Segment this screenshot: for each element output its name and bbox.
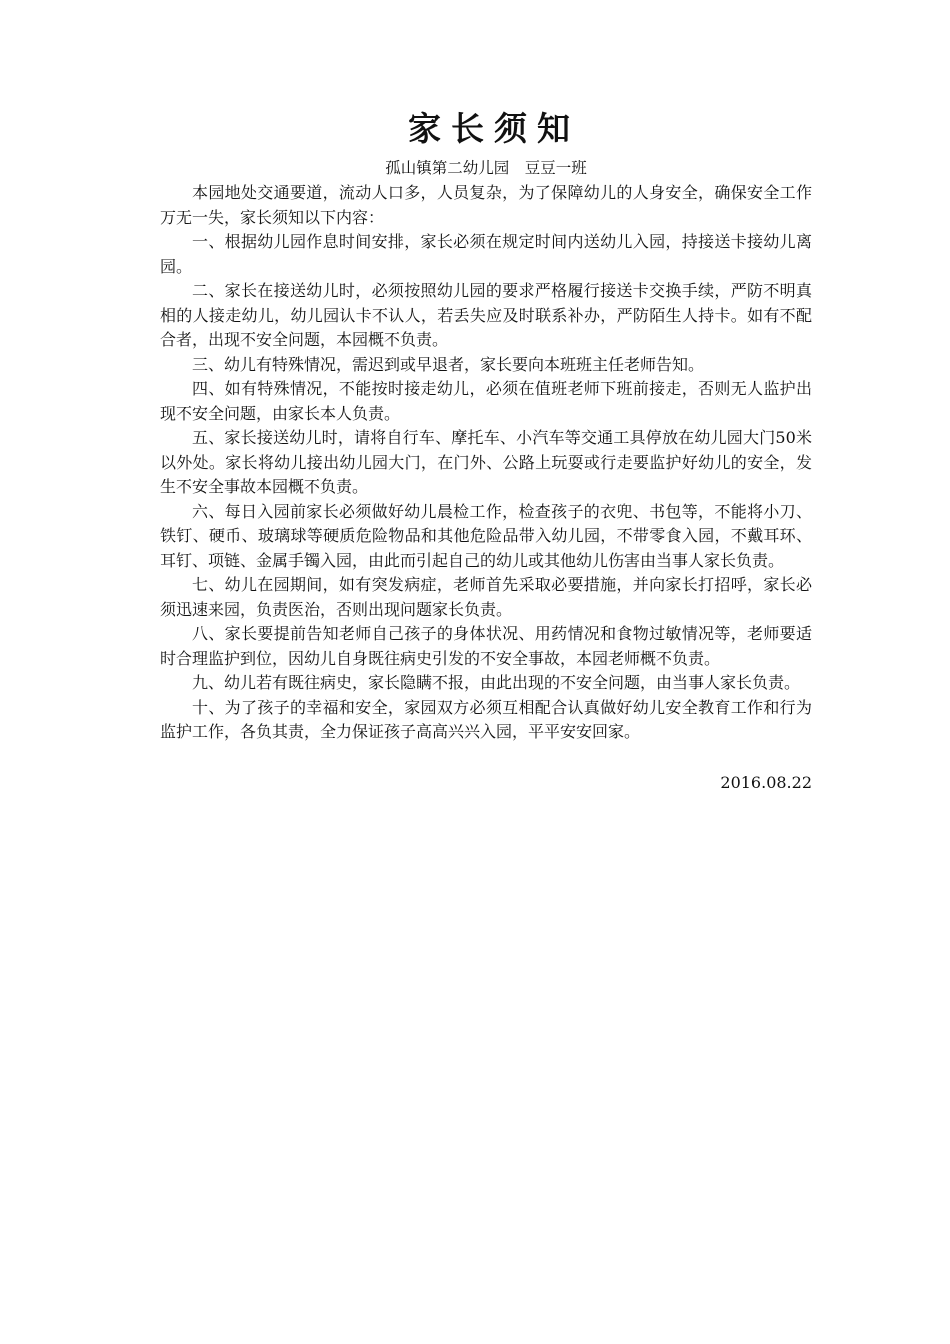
- rule-paragraph-1: 一、根据幼儿园作息时间安排，家长必须在规定时间内送幼儿入园，持接送卡接幼儿离园。: [160, 232, 812, 276]
- rule-paragraph-3: 三、幼儿有特殊情况，需迟到或早退者，家长要向本班班主任老师告知。: [192, 354, 705, 374]
- document-subtitle: 孤山镇第二幼儿园 豆豆一班: [385, 159, 587, 177]
- rule-paragraph-5: 五、家长接送幼儿时，请将自行车、摩托车、小汽车等交通工具停放在幼儿园大门50米以外处。家长将幼儿接出幼儿园大门，在门外、公路上玩耍或行走要监护好幼儿的安全，发生不安全事故本园概不负责。: [160, 428, 812, 496]
- document-page: [160, 105, 812, 795]
- intro-paragraph: 本园地处交通要道，流动人口多，人员复杂，为了保障幼儿的人身安全，确保安全工作万无一失，家长须知以下内容：: [160, 183, 812, 227]
- document-title: 家长须知: [408, 109, 580, 148]
- rule-paragraph-9: 九、幼儿若有既往病史，家长隐瞒不报，由此出现的不安全问题，由当事人家长负责。: [192, 673, 801, 692]
- rule-paragraph-6: 六、每日入园前家长必须做好幼儿晨检工作，检查孩子的衣兜、书包等，不能将小刀、铁钉、硬币、玻璃球等硬质危险物品和其他危险品带入幼儿园，不带零食入园，不戴耳环、耳钉、项链、金属手镯入园，由此而引起自己的幼儿或其他幼儿伤害由当事人家长负责。: [160, 501, 812, 570]
- rule-paragraph-7: 七、幼儿在园期间，如有突发病症，老师首先采取必要措施，并向家长打招呼，家长必须迅速来园，负责医治，否则出现问题家长负责。: [160, 575, 812, 619]
- rule-paragraph-10: 十、为了孩子的幸福和安全，家园双方必须互相配合认真做好幼儿安全教育工作和行为监护工作，各负其责，全力保证孩子高高兴兴入园，平平安安回家。: [160, 697, 812, 741]
- rule-paragraph-8: 八、家长要提前告知老师自己孩子的身体状况、用药情况和食物过敏情况等，老师要适时合理监护到位，因幼儿自身既往病史引发的不安全事故，本园老师概不负责。: [160, 624, 812, 668]
- rule-paragraph-2: 二、家长在接送幼儿时，必须按照幼儿园的要求严格履行接送卡交换手续，严防不明真相的人接走幼儿，幼儿园认卡不认人，若丢失应及时联系补办，严防陌生人持卡。如有不配合者，出现不安全问题，本园概不负责。: [160, 281, 812, 349]
- document-date: 2016.08.22: [720, 772, 812, 792]
- rule-paragraph-4: 四、如有特殊情况，不能按时接走幼儿，必须在值班老师下班前接走，否则无人监护出现不安全问题，由家长本人负责。: [160, 379, 812, 423]
